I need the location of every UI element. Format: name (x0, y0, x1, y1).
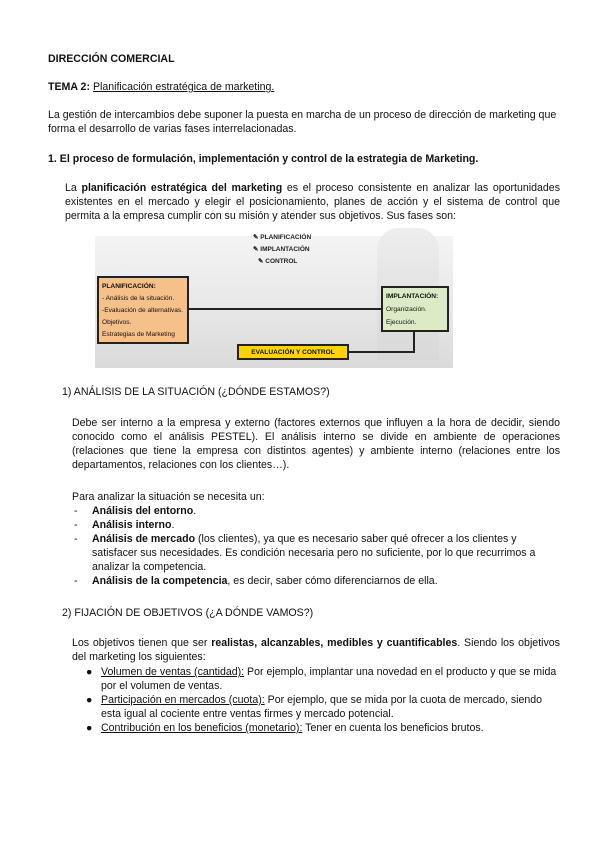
legend-item: ✎ IMPLANTACIÓN (253, 246, 310, 253)
section1-para-rest: es el proceso consistente en analizar las oportunidades existentes en el mercado y elegir el posicionamiento, planes de acción y el sistema de control que permita a la empresa cumplir con su misión y atender sus objetivos. Sus fases son: (65, 182, 560, 222)
plan-item: Objetivos. (102, 319, 132, 326)
legend-item: ✎ CONTROL (258, 258, 298, 265)
tema-label: TEMA 2: (48, 81, 90, 93)
intro-paragraph: La gestión de intercambios debe suponer la puesta en marcha de un proceso de dirección de marketing que forma el desarrollo de varias fases interrelacionadas. (48, 109, 557, 135)
planificacion-box (97, 276, 189, 344)
evaluacion-box: EVALUACIÓN Y CONTROL (237, 344, 349, 360)
list-item: - Análisis de la competencia, es decir, saber cómo diferenciarnos de ella. (74, 575, 438, 587)
list-item: - Análisis del entorno. (74, 505, 197, 517)
section-a-lead: Para analizar la situación se necesita un: (72, 491, 265, 503)
plan-item: - Análisis de la situación. (102, 295, 175, 302)
section1-para-prefix: La (65, 182, 82, 194)
section-a-heading: 1) ANÁLISIS DE LA SITUACIÓN (¿DÓNDE ESTAMOS?) (62, 386, 330, 398)
list-item: ● Volumen de ventas (cantidad): Por ejemplo, implantar una novedad en el producto y que se mida por el volumen de ventas. (86, 666, 557, 692)
plan-item: Estrategias de Marketing (102, 331, 175, 338)
section-a-list (72, 504, 560, 588)
arrow-eval-to-impl (349, 351, 415, 353)
pencil-icon: ✎ (253, 246, 259, 253)
section-b-heading: 2) FIJACIÓN DE OBJETIVOS (¿A DÓNDE VAMOS?) (62, 607, 314, 619)
arrow-vertical (413, 332, 415, 353)
legend-item: ✎ PLANIFICACIÓN (253, 234, 312, 241)
section-b-paragraph: Los objetivos tienen que ser realistas, alcanzables, medibles y cuantificables. Siendo los objetivos del marketing los siguientes: (72, 637, 560, 663)
diagram-legend (253, 232, 311, 268)
section1-para-bold: planificación estratégica del marketing (81, 182, 283, 194)
impl-item: Ejecución. (386, 319, 417, 326)
implantacion-box (381, 286, 449, 332)
section-a-paragraph: Debe ser interno a la empresa y externo (factores externos que influyen a la hora de decidir, siendo conocido como el análisis PESTEL). El análisis interno se divide en ambiente de operaciones (relaciones que tiene la empresa con distintos agentes) y ambiente interno (relaciones entre los departamentos, relaciones con los clientes…). (72, 417, 560, 471)
arrow-plan-to-impl (189, 308, 381, 310)
section-b-list (84, 665, 560, 735)
pencil-icon: ✎ (253, 234, 259, 241)
section1-heading: 1. El proceso de formulación, implementación y control de la estrategia de Marketing. (48, 153, 479, 165)
list-item: ● Participación en mercados (cuota): Por ejemplo, que se mida por la cuota de mercado, siendo esta igual al cociente entre ventas firmes y mercado potencial. (86, 694, 543, 720)
list-item: - Análisis interno. (74, 519, 175, 531)
plan-item: -Evaluación de alternativas. (102, 307, 184, 314)
planificacion-title: PLANIFICACIÓN: (102, 283, 156, 290)
strategy-diagram (95, 228, 453, 368)
list-item: - Análisis de mercado (los clientes), ya que es necesario saber qué ofrecer a los clientes y satisfacer sus necesidades. Es condición necesaria pero no suficiente, por lo que recurrimos a analizar la competencia. (74, 533, 536, 573)
doc-title: DIRECCIÓN COMERCIAL (48, 53, 175, 65)
impl-item: Organización. (386, 306, 427, 313)
section1-paragraph (65, 181, 560, 223)
tema-line (48, 80, 274, 94)
tema-title: Planificación estratégica de marketing. (92, 81, 275, 93)
implantacion-title: IMPLANTACIÓN: (386, 293, 439, 300)
pencil-icon: ✎ (258, 258, 264, 265)
list-item: ● Contribución en los beneficios (monetario): Tener en cuenta los beneficios brutos. (86, 722, 484, 734)
